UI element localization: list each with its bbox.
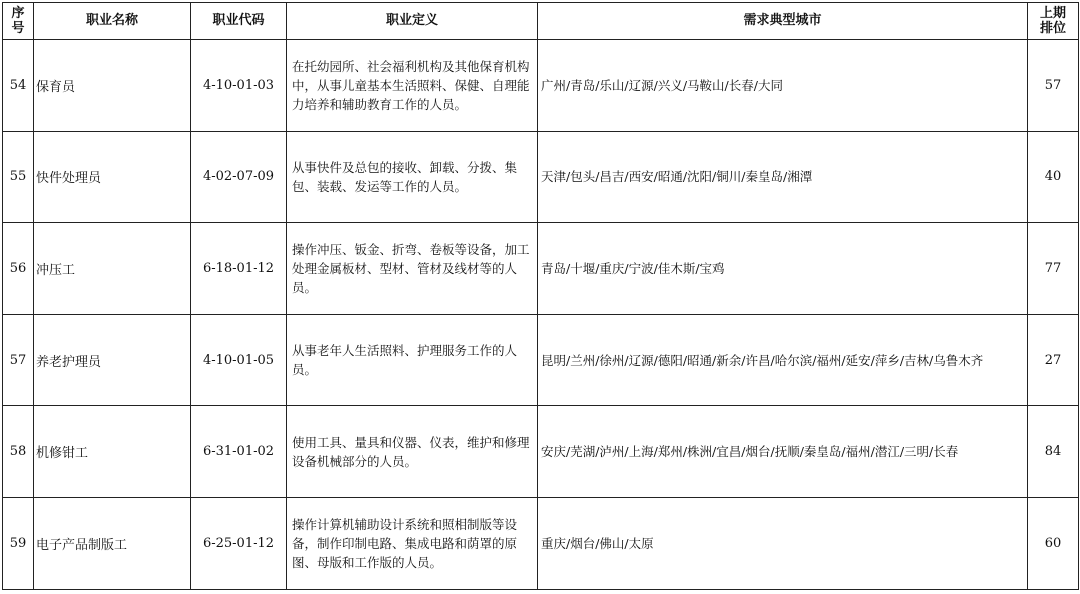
table-row	[3, 406, 1079, 498]
cell-code: 6-25-01-12	[191, 497, 287, 589]
header-code: 职业代码	[191, 3, 287, 40]
cell-code: 6-18-01-12	[191, 223, 287, 315]
cell-rank: 57	[1028, 40, 1079, 132]
cell-no: 59	[3, 497, 34, 589]
cell-name: 养老护理员	[34, 314, 191, 406]
cell-rank: 60	[1028, 497, 1079, 589]
table-row	[3, 223, 1079, 315]
occupation-table	[2, 2, 1079, 590]
cell-no: 56	[3, 223, 34, 315]
cell-cities: 广州/青岛/乐山/辽源/兴义/马鞍山/长春/大同	[538, 40, 1028, 132]
cell-code: 6-31-01-02	[191, 406, 287, 498]
cell-definition: 使用工具、量具和仪器、仪表，维护和修理设备机械部分的人员。	[287, 406, 538, 498]
cell-name: 电子产品制版工	[34, 497, 191, 589]
header-rank	[1028, 3, 1079, 40]
table-header	[3, 3, 1079, 40]
header-no-line2: 号	[11, 20, 25, 36]
cell-code: 4-10-01-03	[191, 40, 287, 132]
cell-name: 冲压工	[34, 223, 191, 315]
table-row	[3, 131, 1079, 223]
cell-cities: 昆明/兰州/徐州/辽源/德阳/昭通/新余/许昌/哈尔滨/福州/延安/萍乡/吉林/乌鲁木齐	[538, 314, 1028, 406]
cell-rank: 84	[1028, 406, 1079, 498]
cell-cities: 重庆/烟台/佛山/太原	[538, 497, 1028, 589]
cell-no: 55	[3, 131, 34, 223]
cell-definition: 操作计算机辅助设计系统和照相制版等设备，制作印制电路、集成电路和荫罩的原图、母版和工作版的人员。	[287, 497, 538, 589]
cell-name: 机修钳工	[34, 406, 191, 498]
header-no	[3, 3, 34, 40]
cell-rank: 40	[1028, 131, 1079, 223]
cell-no: 58	[3, 406, 34, 498]
header-row	[3, 3, 1079, 40]
cell-definition: 在托幼园所、社会福利机构及其他保育机构中，从事儿童基本生活照料、保健、自理能力培养和辅助教育工作的人员。	[287, 40, 538, 132]
cell-definition: 操作冲压、钣金、折弯、卷板等设备，加工处理金属板材、型材、管材及线材等的人员。	[287, 223, 538, 315]
cell-name: 保育员	[34, 40, 191, 132]
cell-no: 54	[3, 40, 34, 132]
cell-cities: 天津/包头/昌吉/西安/昭通/沈阳/铜川/秦皇岛/湘潭	[538, 131, 1028, 223]
header-rank-line2: 排位	[1039, 20, 1066, 36]
header-cities: 需求典型城市	[538, 3, 1028, 40]
header-no-line1: 序	[11, 5, 25, 21]
header-definition: 职业定义	[287, 3, 538, 40]
cell-code: 4-02-07-09	[191, 131, 287, 223]
cell-no: 57	[3, 314, 34, 406]
table-row	[3, 40, 1079, 132]
cell-definition: 从事老年人生活照料、护理服务工作的人员。	[287, 314, 538, 406]
table-row	[3, 497, 1079, 589]
table-row	[3, 314, 1079, 406]
cell-cities: 青岛/十堰/重庆/宁波/佳木斯/宝鸡	[538, 223, 1028, 315]
header-name: 职业名称	[34, 3, 191, 40]
cell-name: 快件处理员	[34, 131, 191, 223]
header-rank-line1: 上期	[1039, 5, 1066, 21]
table-body	[3, 40, 1079, 590]
cell-rank: 77	[1028, 223, 1079, 315]
cell-cities: 安庆/芜湖/泸州/上海/郑州/株洲/宜昌/烟台/抚顺/秦皇岛/福州/潜江/三明/长春	[538, 406, 1028, 498]
cell-code: 4-10-01-05	[191, 314, 287, 406]
cell-definition: 从事快件及总包的接收、卸载、分拨、集包、装载、发运等工作的人员。	[287, 131, 538, 223]
cell-rank: 27	[1028, 314, 1079, 406]
